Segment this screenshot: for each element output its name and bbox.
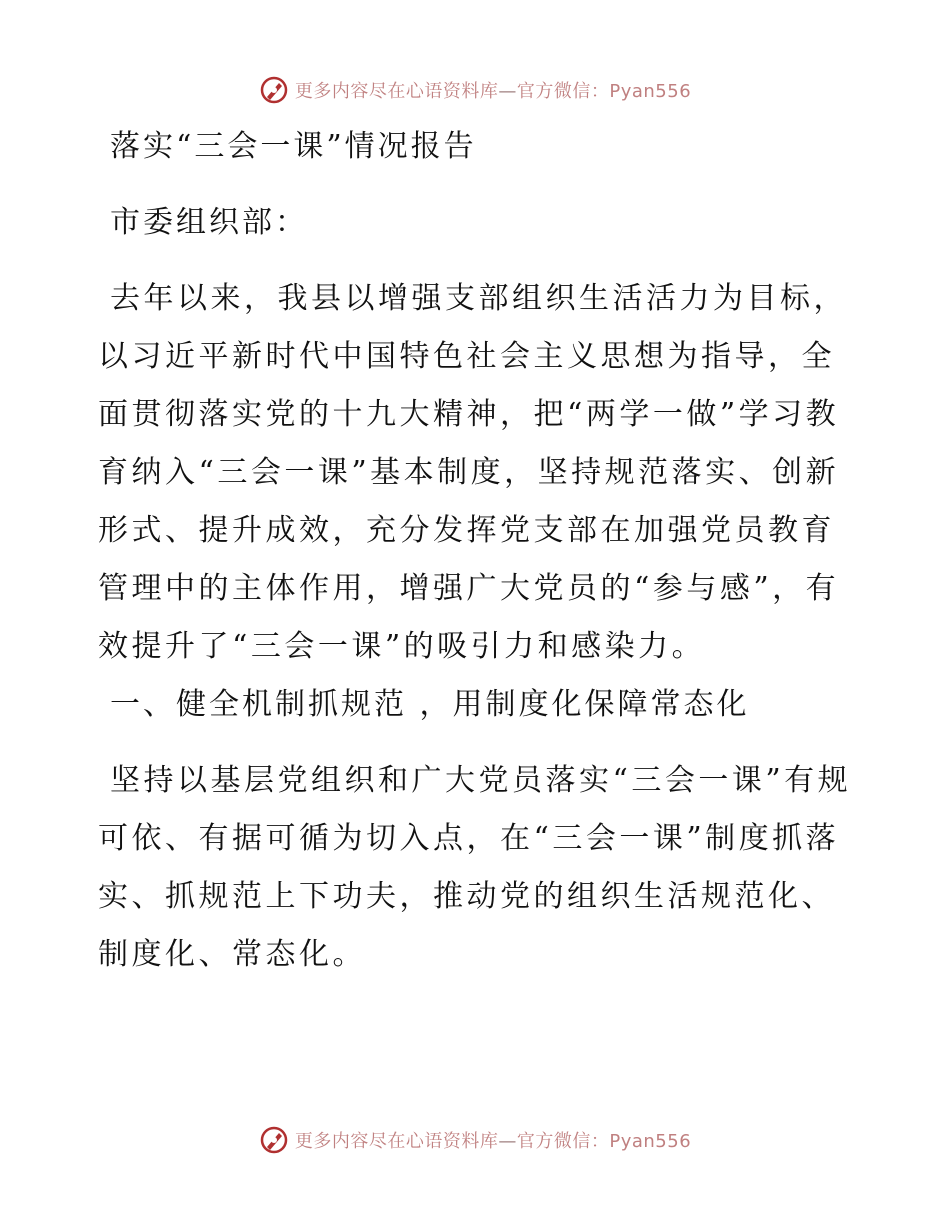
paragraph-section-1: 坚持以基层党组织和广大党员落实“三会一课”有规可依、有据可循为切入点，在“三会一课”制度抓落实、抓规范上下功夫，推动党的组织生活规范化、制度化、常态化。 bbox=[98, 763, 852, 972]
watermark-dash: — bbox=[498, 81, 517, 102]
watermark-text bbox=[295, 77, 691, 103]
watermark-brand: 更多内容尽在心语资料库 bbox=[294, 1131, 499, 1152]
document-body bbox=[98, 118, 858, 984]
paragraph-intro: 去年以来，我县以增强支部组织生活活力为目标，以习近平新时代中国特色社会主义思想为指导，全面贯彻落实党的十九大精神，把“两学一做”学习教育纳入“三会一课”基本制度，坚持规范落实、创新形式、提升成效，充分发挥党支部在加强党员教育管理中的主体作用，增强广大党员的“参与感”，有效提升了“三会一课”的吸引力和感染力。 bbox=[98, 281, 847, 664]
watermark-contact: 官方微信：Pyan556 bbox=[516, 81, 692, 102]
document-title: 落实“三会一课”情况报告 bbox=[110, 129, 477, 164]
section-heading-1: 一、健全机制抓规范 ，用制度化保障常态化 bbox=[110, 687, 750, 722]
pen-logo-icon bbox=[259, 1125, 289, 1155]
watermark-text bbox=[295, 1127, 691, 1153]
watermark-contact: 官方微信：Pyan556 bbox=[516, 1131, 692, 1152]
pen-logo-icon bbox=[259, 75, 289, 105]
header-watermark bbox=[0, 72, 950, 108]
footer-watermark bbox=[0, 1122, 950, 1158]
watermark-brand: 更多内容尽在心语资料库 bbox=[294, 81, 499, 102]
document-greeting: 市委组织部： bbox=[110, 205, 308, 240]
watermark-dash: — bbox=[498, 1131, 517, 1152]
